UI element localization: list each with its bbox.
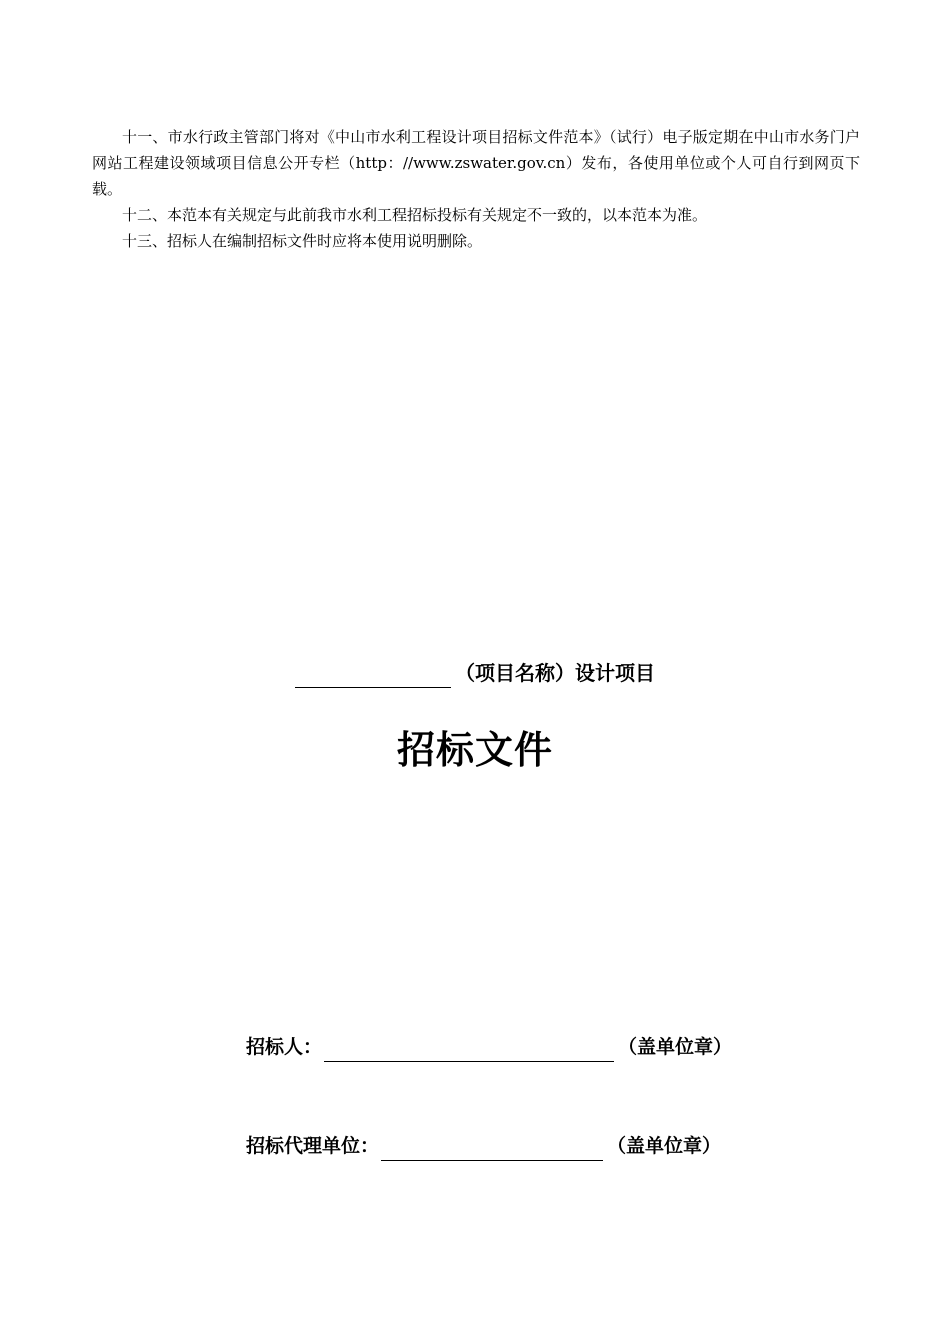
agent-row xyxy=(246,1131,721,1161)
note-item-12: 十二、本范本有关规定与此前我市水利工程招标投标有关规定不一致的，以本范本为准。 xyxy=(122,206,708,224)
agent-seal-note: （盖单位章） xyxy=(607,1135,722,1157)
project-name-line xyxy=(0,658,950,688)
project-name-blank xyxy=(295,665,451,688)
agent-label: 招标代理单位： xyxy=(246,1135,380,1157)
usage-notes xyxy=(92,124,860,254)
tenderer-label: 招标人： xyxy=(246,1036,323,1058)
tenderer-row xyxy=(246,1032,732,1062)
document-title: 招标文件 xyxy=(396,728,553,772)
tenderer-seal-note: （盖单位章） xyxy=(618,1036,733,1058)
project-name-suffix: （项目名称）设计项目 xyxy=(455,661,655,685)
note-item-13: 十三、招标人在编制招标文件时应将本使用说明删除。 xyxy=(122,232,483,250)
note-item-11: 十一、市水行政主管部门将对《中山市水利工程设计项目招标文件范本》（试行）电子版定期在中山市水务门户网站工程建设领域项目信息公开专栏（http：//www.zswater.gov.cn）发布，各使用单位或个人可自行到网页下载。 xyxy=(92,128,860,198)
agent-blank xyxy=(381,1138,603,1161)
tenderer-blank xyxy=(324,1039,614,1062)
